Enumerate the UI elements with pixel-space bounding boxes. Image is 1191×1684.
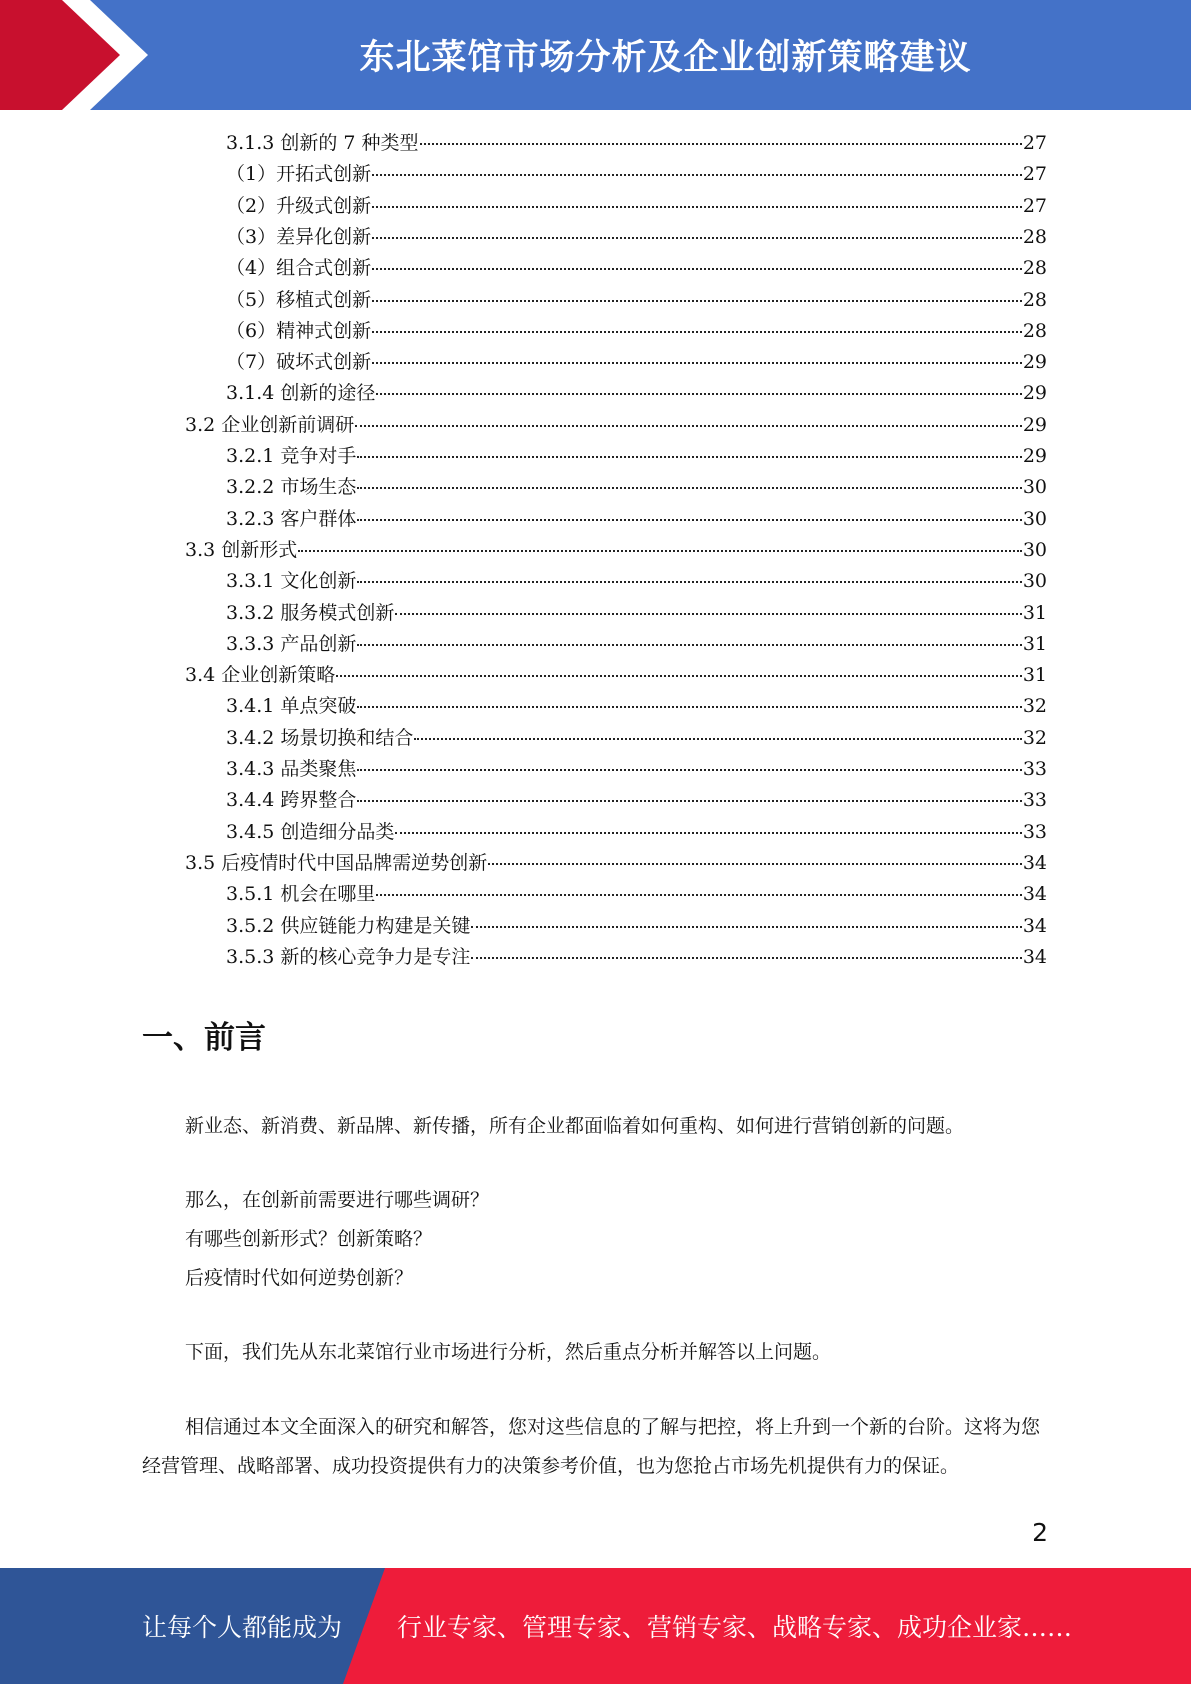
toc-entry[interactable]: [226, 159, 1047, 190]
toc-entry-label: 3.4.3 品类聚焦: [226, 758, 357, 780]
toc-entry-page: 28: [1022, 257, 1047, 279]
toc-entry-label: 3.4 企业创新策略: [185, 664, 336, 686]
toc-entry[interactable]: [226, 316, 1047, 347]
toc-entry[interactable]: [226, 347, 1047, 378]
toc-entry[interactable]: [226, 253, 1047, 284]
analysis-paragraph: 下面，我们先从东北菜馆行业市场进行分析，然后重点分析并解答以上问题。: [185, 1341, 832, 1363]
toc-entry-page: 33: [1022, 758, 1047, 780]
page-footer: [0, 1568, 1191, 1684]
conclusion-paragraph: 相信通过本文全面深入的研究和解答，您对这些信息的了解与把控，将上升到一个新的台阶。这将为您经营管理、战略部署、成功投资提供有力的决策参考价值，也为您抢占市场先机提供有力的保证。: [142, 1416, 1041, 1477]
header-arrow-decoration: [0, 0, 160, 110]
page-number: 2: [1032, 1518, 1048, 1547]
toc-entry-page: 29: [1022, 351, 1047, 373]
toc-entry[interactable]: [226, 504, 1047, 535]
toc-dot-leader: [471, 957, 1021, 959]
toc-entry[interactable]: [185, 410, 1047, 441]
footer-slogan-right: 行业专家、管理专家、营销专家、战略专家、成功企业家……: [397, 1613, 1073, 1642]
toc-entry[interactable]: [226, 441, 1047, 472]
toc-entry[interactable]: [185, 848, 1047, 879]
toc-entry-label: 3.2 企业创新前调研: [185, 414, 355, 436]
toc-entry-page: 28: [1022, 289, 1047, 311]
toc-entry-label: 3.2.1 竞争对手: [226, 445, 357, 467]
toc-entry[interactable]: [226, 723, 1047, 754]
toc-entry-label: （6）精神式创新: [226, 320, 372, 342]
toc-entry[interactable]: [226, 378, 1047, 409]
toc-entry-page: 32: [1022, 695, 1047, 717]
toc-dot-leader: [357, 769, 1021, 771]
toc-dot-leader: [420, 143, 1022, 145]
toc-entry-label: 3.2.3 客户群体: [226, 508, 357, 530]
toc-dot-leader: [372, 237, 1022, 239]
toc-entry[interactable]: [226, 472, 1047, 503]
toc-dot-leader: [372, 331, 1022, 333]
toc-entry-page: 28: [1022, 226, 1047, 248]
toc-entry-label: （4）组合式创新: [226, 257, 372, 279]
toc-entry-label: 3.5.3 新的核心竞争力是专注: [226, 946, 471, 968]
toc-entry-label: （5）移植式创新: [226, 289, 372, 311]
toc-entry-label: 3.3.3 产品创新: [226, 633, 357, 655]
toc-entry-label: 3.5.1 机会在哪里: [226, 883, 376, 905]
toc-entry-page: 33: [1022, 821, 1047, 843]
toc-entry-label: （7）破坏式创新: [226, 351, 372, 373]
toc-entry[interactable]: [226, 285, 1047, 316]
toc-entry-label: 3.1.3 创新的 7 种类型: [226, 132, 419, 154]
toc-entry[interactable]: [185, 660, 1047, 691]
toc-entry-label: 3.3.2 服务模式创新: [226, 602, 395, 624]
toc-entry-page: 32: [1022, 727, 1047, 749]
toc-dot-leader: [376, 393, 1021, 395]
toc-entry-page: 31: [1022, 602, 1047, 624]
toc-entry-page: 30: [1022, 508, 1047, 530]
toc-entry[interactable]: [226, 629, 1047, 660]
toc-entry[interactable]: [226, 785, 1047, 816]
toc-entry-label: （1）开拓式创新: [226, 163, 372, 185]
toc-dot-leader: [488, 863, 1022, 865]
toc-entry[interactable]: [226, 911, 1047, 942]
toc-entry-page: 27: [1022, 132, 1047, 154]
toc-entry-label: 3.4.4 跨界整合: [226, 789, 357, 811]
toc-dot-leader: [357, 581, 1021, 583]
footer-slogan-left: 让每个人都能成为: [142, 1613, 343, 1642]
toc-entry[interactable]: [226, 754, 1047, 785]
toc-entry-page: 29: [1022, 414, 1047, 436]
toc-entry-page: 31: [1022, 664, 1047, 686]
question-line: 有哪些创新形式？创新策略？: [185, 1228, 433, 1250]
toc-entry-page: 28: [1022, 320, 1047, 342]
toc-dot-leader: [471, 926, 1021, 928]
toc-entry[interactable]: [226, 598, 1047, 629]
toc-dot-leader: [372, 206, 1022, 208]
toc-dot-leader: [357, 800, 1021, 802]
toc-entry[interactable]: [226, 222, 1047, 253]
question-line: 后疫情时代如何逆势创新？: [185, 1267, 414, 1289]
toc-entry-label: 3.5 后疫情时代中国品牌需逆势创新: [185, 852, 488, 874]
toc-entry-label: 3.3.1 文化创新: [226, 570, 357, 592]
toc-dot-leader: [376, 894, 1021, 896]
section-heading: 一、前言: [142, 1020, 266, 1056]
toc-entry-page: 34: [1022, 915, 1047, 937]
toc-entry[interactable]: [185, 535, 1047, 566]
toc-entry-page: 34: [1022, 852, 1047, 874]
toc-dot-leader: [357, 456, 1021, 458]
toc-entry[interactable]: [226, 691, 1047, 722]
toc-entry-page: 27: [1022, 195, 1047, 217]
toc-entry-page: 31: [1022, 633, 1047, 655]
toc-entry-page: 33: [1022, 789, 1047, 811]
toc-entry-label: 3.2.2 市场生态: [226, 476, 357, 498]
toc-entry-page: 34: [1022, 883, 1047, 905]
question-line: 那么，在创新前需要进行哪些调研？: [185, 1189, 490, 1211]
toc-entry-page: 34: [1022, 946, 1047, 968]
toc-entry[interactable]: [226, 879, 1047, 910]
toc-entry[interactable]: [226, 191, 1047, 222]
toc-dot-leader: [372, 174, 1022, 176]
toc-entry-label: （3）差异化创新: [226, 226, 372, 248]
page-header: [0, 0, 1191, 110]
toc-entry-page: 29: [1022, 382, 1047, 404]
toc-entry-label: 3.5.2 供应链能力构建是关键: [226, 915, 471, 937]
toc-dot-leader: [395, 832, 1021, 834]
toc-dot-leader: [372, 362, 1022, 364]
toc-dot-leader: [414, 738, 1021, 740]
toc-entry[interactable]: [226, 942, 1047, 973]
toc-entry[interactable]: [226, 128, 1047, 159]
toc-dot-leader: [357, 519, 1021, 521]
toc-entry-page: 30: [1022, 476, 1047, 498]
toc-entry-label: （2）升级式创新: [226, 195, 372, 217]
toc-entry-page: 30: [1022, 539, 1047, 561]
toc-dot-leader: [372, 300, 1022, 302]
toc-dot-leader: [298, 550, 1022, 552]
toc-dot-leader: [336, 675, 1022, 677]
toc-entry-page: 27: [1022, 163, 1047, 185]
document-title: 东北菜馆市场分析及企业创新策略建议: [359, 38, 972, 78]
toc-entry-label: 3.1.4 创新的途径: [226, 382, 376, 404]
toc-dot-leader: [357, 706, 1021, 708]
toc-entry[interactable]: [226, 566, 1047, 597]
toc-entry[interactable]: [226, 817, 1047, 848]
toc-entry-page: 29: [1022, 445, 1047, 467]
toc-dot-leader: [357, 487, 1021, 489]
toc-dot-leader: [395, 613, 1021, 615]
toc-entry-label: 3.4.1 单点突破: [226, 695, 357, 717]
toc-dot-leader: [355, 425, 1022, 427]
toc-entry-page: 30: [1022, 570, 1047, 592]
toc-dot-leader: [372, 268, 1022, 270]
intro-paragraph: 新业态、新消费、新品牌、新传播，所有企业都面临着如何重构、如何进行营销创新的问题。: [185, 1115, 965, 1137]
toc-dot-leader: [357, 644, 1021, 646]
toc-entry-label: 3.4.5 创造细分品类: [226, 821, 395, 843]
toc-entry-label: 3.3 创新形式: [185, 539, 298, 561]
toc-entry-label: 3.4.2 场景切换和结合: [226, 727, 414, 749]
